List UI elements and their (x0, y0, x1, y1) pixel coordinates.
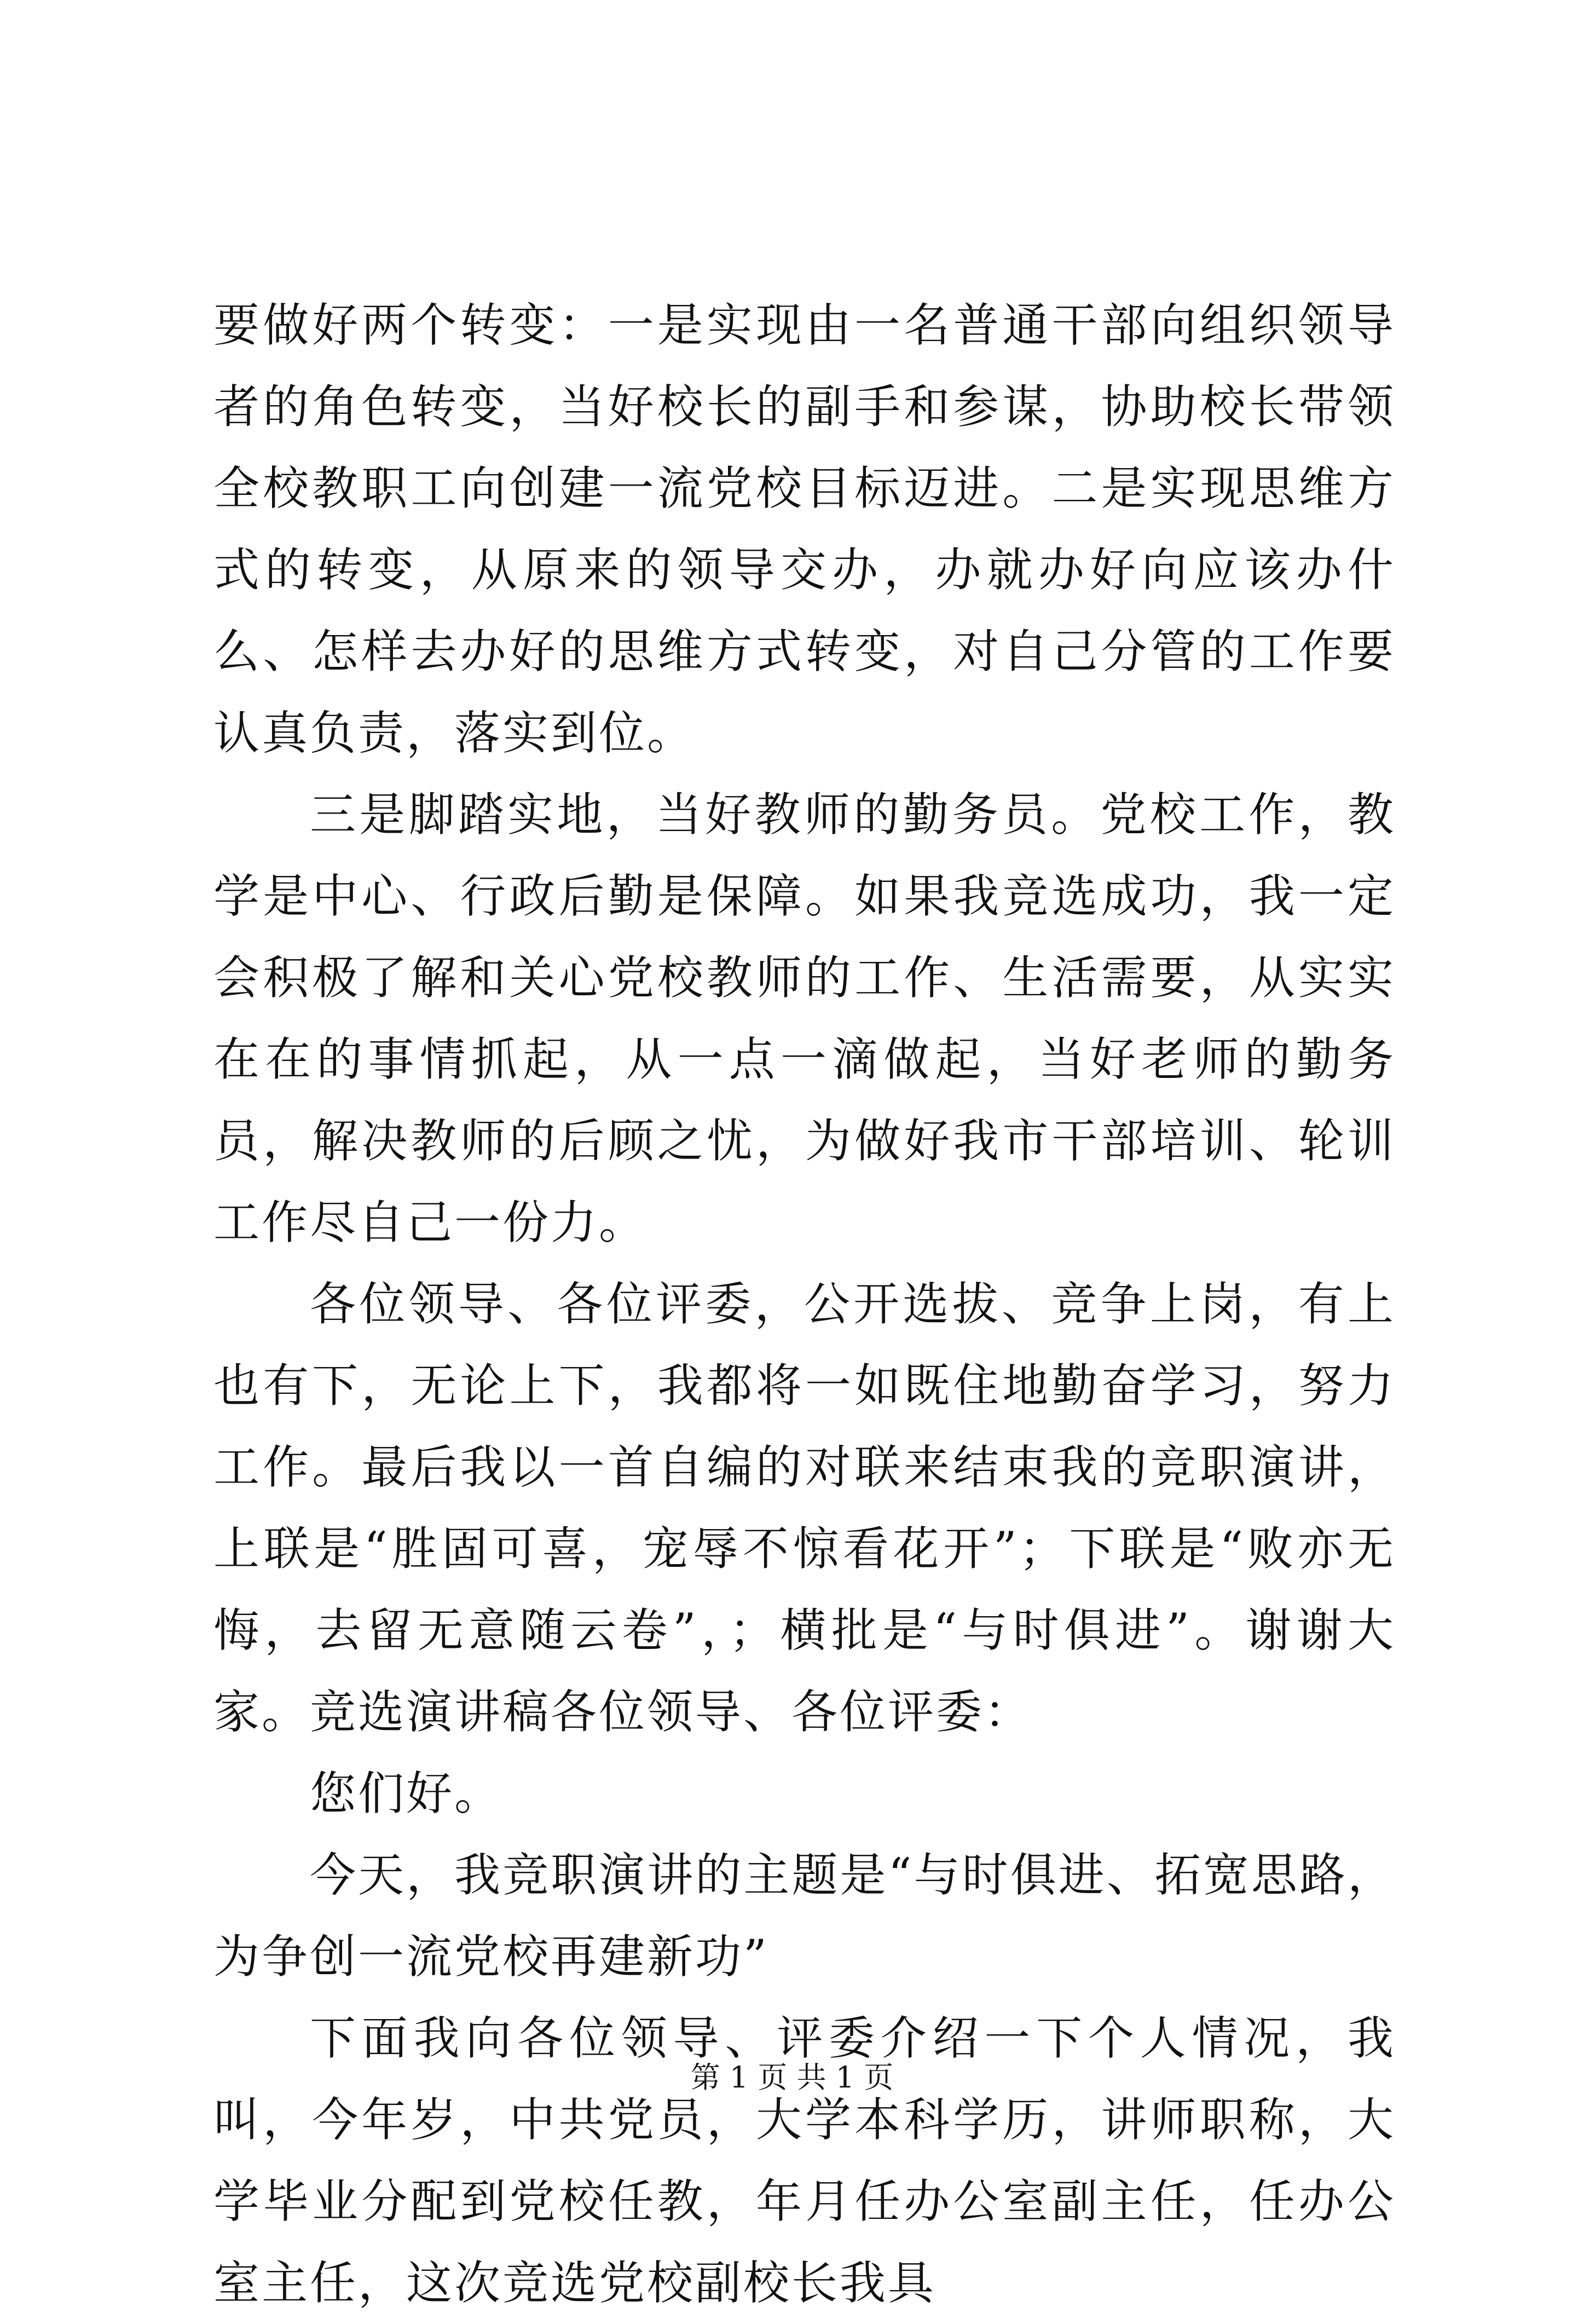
document-body (213, 285, 1396, 2324)
paragraph-greeting: 您们好。 (310, 1767, 503, 1820)
paragraph-closing-couplet: 各位领导、各位评委，公开选拔、竞争上岗，有上也有下，无论上下，我都将一如既住地勤奋学习，努力工作。最后我以一首自编的对联来结束我的竞职演讲，上联是“胜固可喜，宠辱不惊看花开”；下联是“败亦无悔，去留无意随云卷”，；横批是“与时俱进”。谢谢大家。竞选演讲稿各位领导、各位评委： (213, 1277, 1396, 1739)
paragraph-speech-theme: 今天，我竞职演讲的主题是“与时俱进、拓宽思路，为争创一流党校再建新功” (213, 1848, 1396, 1983)
paragraph-personal-intro: 下面我向各位领导、评委介绍一下个人情况，我叫，今年岁，中共党员，大学本科学历，讲师职称，大学毕业分配到党校任教，年月任办公室副主任，任办公室主任，这次竞选党校副校长我具 (213, 2011, 1396, 2310)
page-number-footer: 第 1 页 共 1 页 (690, 2060, 894, 2095)
paragraph-continuation: 要做好两个转变：一是实现由一名普通干部向组织领导者的角色转变，当好校长的副手和参谋，协助校长带领全校教职工向创建一流党校目标迈进。二是实现思维方式的转变，从原来的领导交办，办就办好向应该办什么、怎样去办好的思维方式转变，对自己分管的工作要认真负责，落实到位。 (213, 298, 1396, 760)
paragraph-teacher-service: 三是脚踏实地，当好教师的勤务员。党校工作，教学是中心、行政后勤是保障。如果我竞选成功，我一定会积极了解和关心党校教师的工作、生活需要，从实实在在的事情抓起，从一点一滴做起，当好老师的勤务员，解决教师的后顾之忧，为做好我市干部培训、轮训工作尽自己一份力。 (213, 788, 1396, 1249)
